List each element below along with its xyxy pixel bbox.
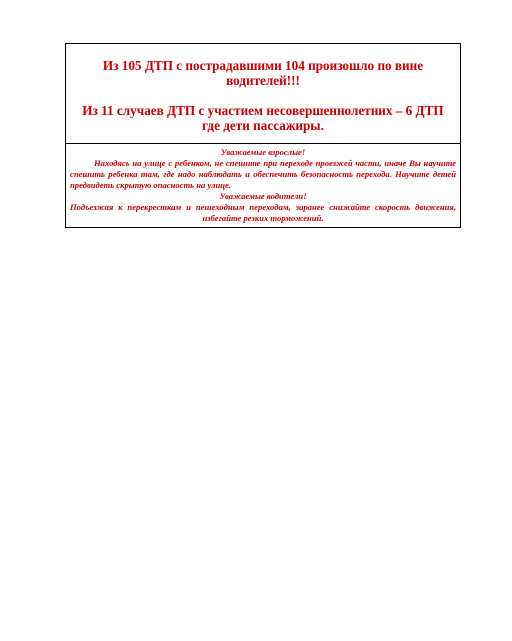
statistics-section bbox=[66, 44, 460, 144]
drivers-heading: Уважаемые водители! bbox=[219, 191, 307, 201]
notice-box bbox=[65, 43, 461, 228]
drivers-advice-text: Подъезжая к перекресткам и пешеходным переходам, заранее снижайте скорость движения, избегайте резких торможений. bbox=[70, 202, 456, 223]
statistics-drivers-fault: Из 105 ДТП с пострадавшими 104 произошло по вине водителей!!! bbox=[102, 58, 424, 88]
statistics-minors: Из 11 случаев ДТП с участием несовершеннолетних – 6 ДТП где дети пассажиры. bbox=[82, 103, 444, 133]
advice-section bbox=[66, 144, 460, 227]
adults-heading: Уважаемые взрослые! bbox=[220, 147, 306, 157]
adults-advice-text: Находясь на улице с ребенком, не спешите при переходе проезжей части, иначе Вы научите спешить ребенка там, где надо наблюдать и обеспечить безопасность перехода. Научите детей предвидеть скрытую опасность на улице. bbox=[70, 158, 456, 190]
